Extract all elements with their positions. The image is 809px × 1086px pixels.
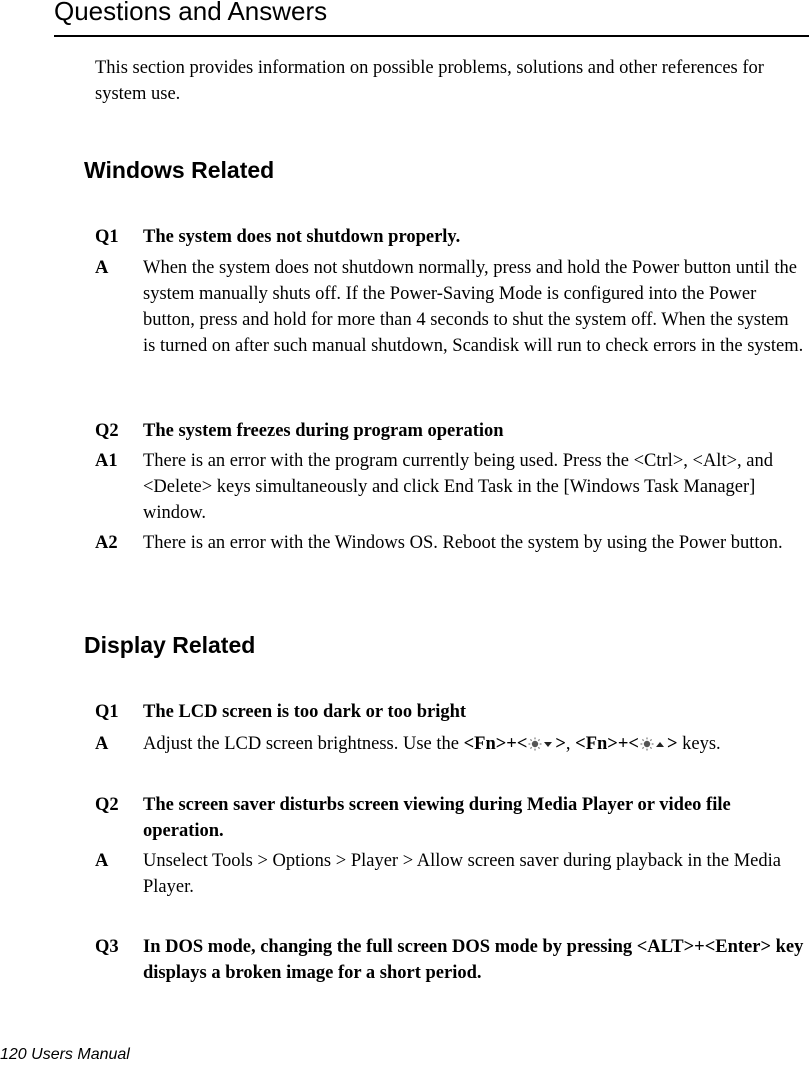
intro-paragraph: This section provides information on possible problems, solutions and other references for system use. <box>95 58 764 104</box>
question-label: Q1 <box>95 227 119 247</box>
question-label: Q2 <box>95 421 119 441</box>
question-label: Q2 <box>95 795 119 815</box>
answer-text-prefix: Adjust the LCD screen brightness. Use the <box>143 734 464 754</box>
key-close: > <box>666 734 678 754</box>
answer-label: A <box>95 851 109 871</box>
section-heading-windows: Windows Related <box>84 157 275 183</box>
question-text: In DOS mode, changing the full screen DOS mode by pressing <ALT>+<Enter> key displays a broken image for a short period. <box>143 937 804 983</box>
question-text: The system freezes during program operation <box>143 421 504 441</box>
key-close: > <box>555 734 566 754</box>
question-text: The system does not shutdown properly. <box>143 227 461 247</box>
title-divider <box>54 35 809 37</box>
key-open: <Fn>+< <box>575 734 639 754</box>
key-fn-brightness-down <box>464 734 566 754</box>
answer-label: A2 <box>95 533 118 553</box>
answer-text: When the system does not shutdown normally, press and hold the Power button until the system manually shuts off. If the Power-Saving Mode is configured into the Power button, press and hold for more than 4 seconds to shut the system off. When the system is turned on after such manual shutdown, Scandisk will run to check errors in the system. <box>143 258 804 356</box>
answer-text-suffix: keys. <box>677 734 721 754</box>
answer-label: A <box>95 734 109 754</box>
answer-label: A1 <box>95 451 118 471</box>
brightness-down-icon <box>528 736 554 752</box>
brightness-up-icon <box>640 736 666 752</box>
answer-text: There is an error with the program currently being used. Press the <Ctrl>, <Alt>, and <Delete> keys simultaneously and click End Task in the [Windows Task Manager] window. <box>143 451 773 523</box>
question-text: The LCD screen is too dark or too bright <box>143 702 467 722</box>
page-footer: 120 Users Manual <box>0 1046 130 1063</box>
answer-separator: , <box>565 734 576 754</box>
question-label: Q1 <box>95 702 119 722</box>
key-open: <Fn>+< <box>463 734 528 754</box>
answer-text: Unselect Tools > Options > Player > Allow screen saver during playback in the Media Player. <box>143 851 781 897</box>
answer-text: There is an error with the Windows OS. Reboot the system by using the Power button. <box>143 533 783 553</box>
key-fn-brightness-up <box>575 734 677 754</box>
question-text: The screen saver disturbs screen viewing during Media Player or video file operation. <box>143 795 731 841</box>
page-title: Questions and Answers <box>54 0 328 26</box>
question-label: Q3 <box>95 937 119 957</box>
answer-label: A <box>95 258 109 278</box>
answer-text <box>143 731 805 757</box>
section-heading-display: Display Related <box>84 632 256 658</box>
